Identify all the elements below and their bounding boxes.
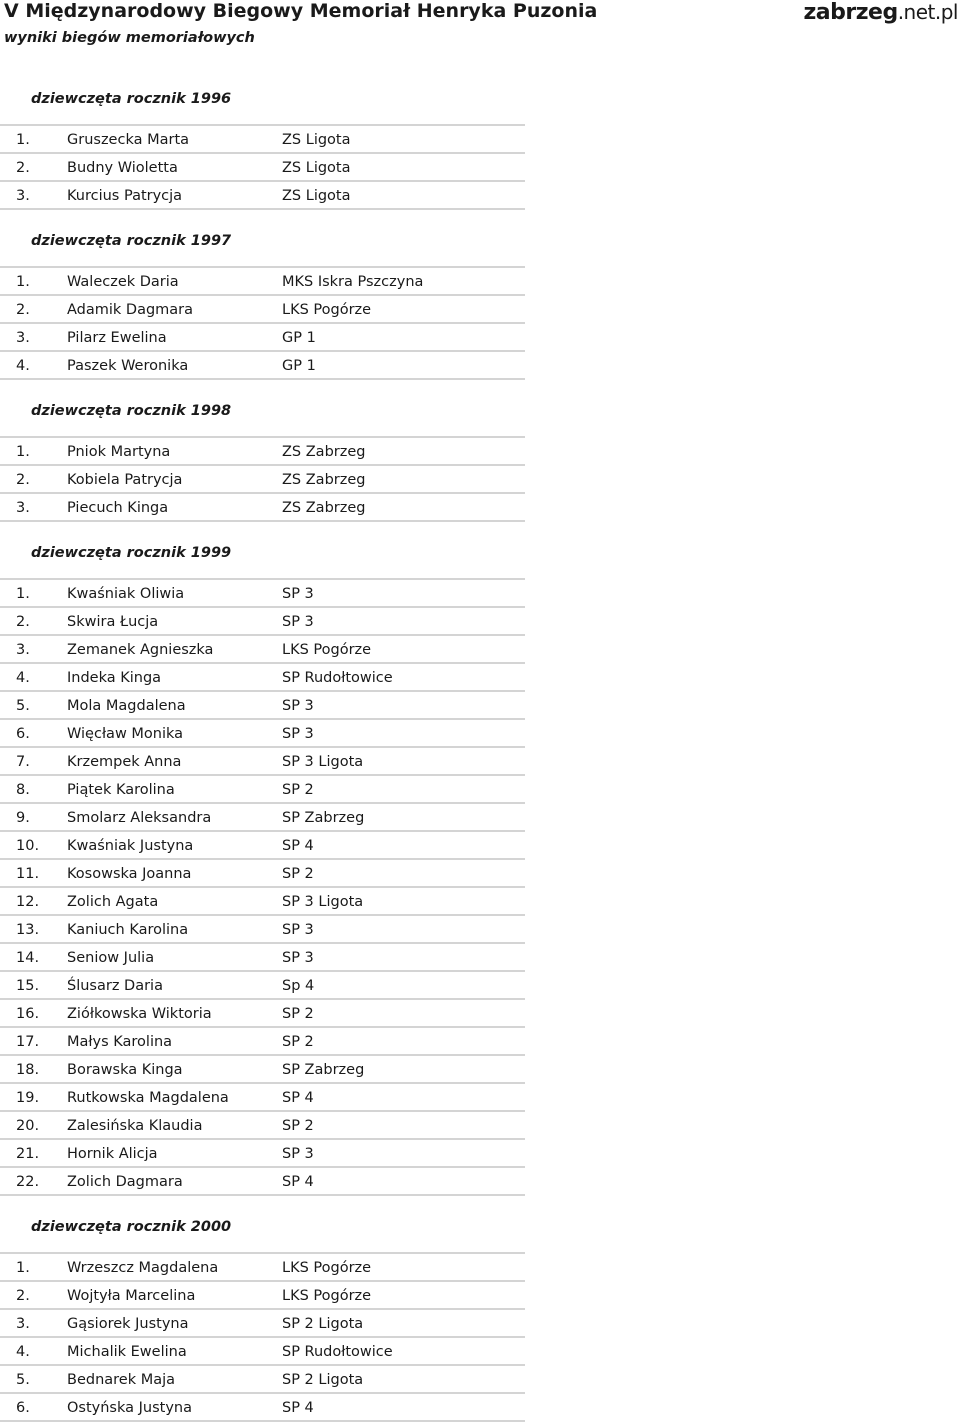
result-place: 20. xyxy=(16,1118,40,1134)
result-place: 3. xyxy=(16,330,30,346)
result-name: Kosowska Joanna xyxy=(67,866,192,882)
result-name: Gruszecka Marta xyxy=(67,132,190,148)
result-name: Pniok Martyna xyxy=(67,444,171,460)
result-name: Bednarek Maja xyxy=(67,1372,176,1388)
result-club: ZS Zabrzeg xyxy=(282,472,366,488)
result-name: Ostyńska Justyna xyxy=(67,1400,192,1416)
result-row xyxy=(0,1338,525,1366)
result-name: Rutkowska Magdalena xyxy=(67,1090,229,1106)
section-gap xyxy=(0,380,525,392)
result-row xyxy=(0,1140,525,1168)
results-list xyxy=(0,80,525,1422)
result-club: ZS Ligota xyxy=(282,188,351,204)
category-section xyxy=(0,222,525,392)
result-row xyxy=(0,154,525,182)
result-name: Pilarz Ewelina xyxy=(67,330,167,346)
result-name: Kwaśniak Oliwia xyxy=(67,586,185,602)
result-row xyxy=(0,296,525,324)
result-club: SP 4 xyxy=(282,838,314,854)
result-row xyxy=(0,720,525,748)
result-place: 3. xyxy=(16,1316,30,1332)
result-name: Skwira Łucja xyxy=(67,614,159,630)
result-club: MKS Iskra Pszczyna xyxy=(282,274,424,290)
result-name: Zolich Dagmara xyxy=(67,1174,183,1190)
result-place: 4. xyxy=(16,670,30,686)
result-row xyxy=(0,126,525,154)
result-place: 6. xyxy=(16,1400,30,1416)
result-name: Ślusarz Daria xyxy=(67,978,163,994)
result-club: SP 3 Ligota xyxy=(282,754,364,770)
result-place: 10. xyxy=(16,838,40,854)
result-name: Michalik Ewelina xyxy=(67,1344,187,1360)
result-place: 3. xyxy=(16,188,30,204)
result-club: SP Zabrzeg xyxy=(282,1062,365,1078)
result-place: 5. xyxy=(16,698,30,714)
result-row xyxy=(0,1084,525,1112)
result-name: Zolich Agata xyxy=(67,894,159,910)
result-name: Zemanek Agnieszka xyxy=(67,642,214,658)
result-place: 3. xyxy=(16,500,30,516)
result-place: 17. xyxy=(16,1034,40,1050)
result-name: Budny Wioletta xyxy=(67,160,178,176)
section-gap xyxy=(0,1196,525,1208)
result-place: 19. xyxy=(16,1090,40,1106)
result-row xyxy=(0,580,525,608)
result-name: Wrzeszcz Magdalena xyxy=(67,1260,219,1276)
result-place: 1. xyxy=(16,132,30,148)
result-place: 5. xyxy=(16,1372,30,1388)
result-club: SP 2 Ligota xyxy=(282,1316,364,1332)
result-row xyxy=(0,972,525,1000)
result-place: 1. xyxy=(16,274,30,290)
section-gap xyxy=(0,210,525,222)
result-club: SP 3 Ligota xyxy=(282,894,364,910)
result-row xyxy=(0,1310,525,1338)
result-name: Seniow Julia xyxy=(67,950,155,966)
category-section xyxy=(0,534,525,1208)
category-section xyxy=(0,80,525,222)
result-club: SP 2 xyxy=(282,1034,314,1050)
result-row xyxy=(0,466,525,494)
result-place: 15. xyxy=(16,978,40,994)
result-row xyxy=(0,748,525,776)
result-place: 21. xyxy=(16,1146,40,1162)
result-name: Ziółkowska Wiktoria xyxy=(67,1006,212,1022)
result-place: 22. xyxy=(16,1174,40,1190)
result-row xyxy=(0,692,525,720)
result-club: GP 1 xyxy=(282,330,316,346)
result-row xyxy=(0,1282,525,1310)
category-title: dziewczęta rocznik 1998 xyxy=(0,392,525,438)
result-place: 2. xyxy=(16,1288,30,1304)
result-name: Kaniuch Karolina xyxy=(67,922,189,938)
result-place: 4. xyxy=(16,1344,30,1360)
result-club: LKS Pogórze xyxy=(282,1260,372,1276)
result-row xyxy=(0,888,525,916)
result-place: 12. xyxy=(16,894,40,910)
result-club: SP 3 xyxy=(282,614,314,630)
result-name: Zalesińska Klaudia xyxy=(67,1118,203,1134)
result-place: 1. xyxy=(16,586,30,602)
result-place: 2. xyxy=(16,160,30,176)
category-section xyxy=(0,1208,525,1422)
result-club: ZS Zabrzeg xyxy=(282,500,366,516)
result-row xyxy=(0,494,525,522)
page-subtitle: wyniki biegów memoriałowych xyxy=(4,30,255,46)
result-name: Borawska Kinga xyxy=(67,1062,183,1078)
result-row xyxy=(0,1394,525,1422)
logo-main: zabrzeg xyxy=(803,0,898,25)
result-place: 16. xyxy=(16,1006,40,1022)
category-title: dziewczęta rocznik 2000 xyxy=(0,1208,525,1254)
result-row xyxy=(0,1366,525,1394)
result-place: 14. xyxy=(16,950,40,966)
result-name: Hornik Alicja xyxy=(67,1146,158,1162)
result-club: SP 4 xyxy=(282,1400,314,1416)
result-place: 13. xyxy=(16,922,40,938)
result-name: Krzempek Anna xyxy=(67,754,182,770)
result-club: SP 3 xyxy=(282,726,314,742)
result-name: Paszek Weronika xyxy=(67,358,189,374)
result-club: SP 2 xyxy=(282,782,314,798)
result-name: Indeka Kinga xyxy=(67,670,162,686)
result-row xyxy=(0,804,525,832)
result-club: SP 3 xyxy=(282,950,314,966)
result-place: 8. xyxy=(16,782,30,798)
result-name: Kobiela Patrycja xyxy=(67,472,183,488)
result-name: Kurcius Patrycja xyxy=(67,188,183,204)
result-row xyxy=(0,1112,525,1140)
result-club: SP 4 xyxy=(282,1090,314,1106)
result-name: Piątek Karolina xyxy=(67,782,175,798)
result-club: SP 3 xyxy=(282,1146,314,1162)
logo-suffix: .net.pl xyxy=(897,0,958,24)
result-row xyxy=(0,636,525,664)
result-club: SP 3 xyxy=(282,586,314,602)
result-row xyxy=(0,1000,525,1028)
result-place: 4. xyxy=(16,358,30,374)
result-club: SP 2 Ligota xyxy=(282,1372,364,1388)
result-club: LKS Pogórze xyxy=(282,302,372,318)
result-name: Małys Karolina xyxy=(67,1034,173,1050)
result-row xyxy=(0,1028,525,1056)
result-name: Kwaśniak Justyna xyxy=(67,838,194,854)
section-gap xyxy=(0,522,525,534)
result-place: 2. xyxy=(16,302,30,318)
result-row xyxy=(0,916,525,944)
result-name: Smolarz Aleksandra xyxy=(67,810,212,826)
category-section xyxy=(0,392,525,534)
result-name: Waleczek Daria xyxy=(67,274,179,290)
result-place: 11. xyxy=(16,866,40,882)
result-place: 2. xyxy=(16,614,30,630)
result-club: ZS Zabrzeg xyxy=(282,444,366,460)
result-row xyxy=(0,352,525,380)
result-row xyxy=(0,268,525,296)
result-row xyxy=(0,182,525,210)
result-place: 9. xyxy=(16,810,30,826)
result-club: SP 3 xyxy=(282,922,314,938)
result-club: SP Zabrzeg xyxy=(282,810,365,826)
result-club: SP Rudołtowice xyxy=(282,670,393,686)
result-place: 7. xyxy=(16,754,30,770)
result-row xyxy=(0,832,525,860)
category-title: dziewczęta rocznik 1996 xyxy=(0,80,525,126)
result-club: SP 4 xyxy=(282,1174,314,1190)
result-place: 18. xyxy=(16,1062,40,1078)
result-row xyxy=(0,944,525,972)
result-place: 1. xyxy=(16,444,30,460)
result-name: Adamik Dagmara xyxy=(67,302,194,318)
result-row xyxy=(0,608,525,636)
category-title: dziewczęta rocznik 1999 xyxy=(0,534,525,580)
result-club: Sp 4 xyxy=(282,978,315,994)
result-row xyxy=(0,776,525,804)
result-row xyxy=(0,438,525,466)
result-name: Więcław Monika xyxy=(67,726,184,742)
result-row xyxy=(0,1254,525,1282)
result-club: SP 2 xyxy=(282,866,314,882)
site-logo[interactable] xyxy=(803,0,958,25)
result-club: SP 3 xyxy=(282,698,314,714)
result-club: SP 2 xyxy=(282,1006,314,1022)
result-club: SP Rudołtowice xyxy=(282,1344,393,1360)
result-name: Gąsiorek Justyna xyxy=(67,1316,189,1332)
result-row xyxy=(0,664,525,692)
result-place: 2. xyxy=(16,472,30,488)
result-row xyxy=(0,1056,525,1084)
page-title: V Międzynarodowy Biegowy Memoriał Henryka Puzonia xyxy=(4,0,598,22)
result-row xyxy=(0,860,525,888)
result-club: SP 2 xyxy=(282,1118,314,1134)
result-club: LKS Pogórze xyxy=(282,642,372,658)
page-header xyxy=(0,0,960,56)
result-place: 1. xyxy=(16,1260,30,1276)
result-row xyxy=(0,1168,525,1196)
result-row xyxy=(0,324,525,352)
result-club: GP 1 xyxy=(282,358,316,374)
result-place: 3. xyxy=(16,642,30,658)
category-title: dziewczęta rocznik 1997 xyxy=(0,222,525,268)
result-name: Mola Magdalena xyxy=(67,698,186,714)
result-club: ZS Ligota xyxy=(282,160,351,176)
result-club: ZS Ligota xyxy=(282,132,351,148)
result-place: 6. xyxy=(16,726,30,742)
result-name: Piecuch Kinga xyxy=(67,500,169,516)
result-club: LKS Pogórze xyxy=(282,1288,372,1304)
result-name: Wojtyła Marcelina xyxy=(67,1288,196,1304)
